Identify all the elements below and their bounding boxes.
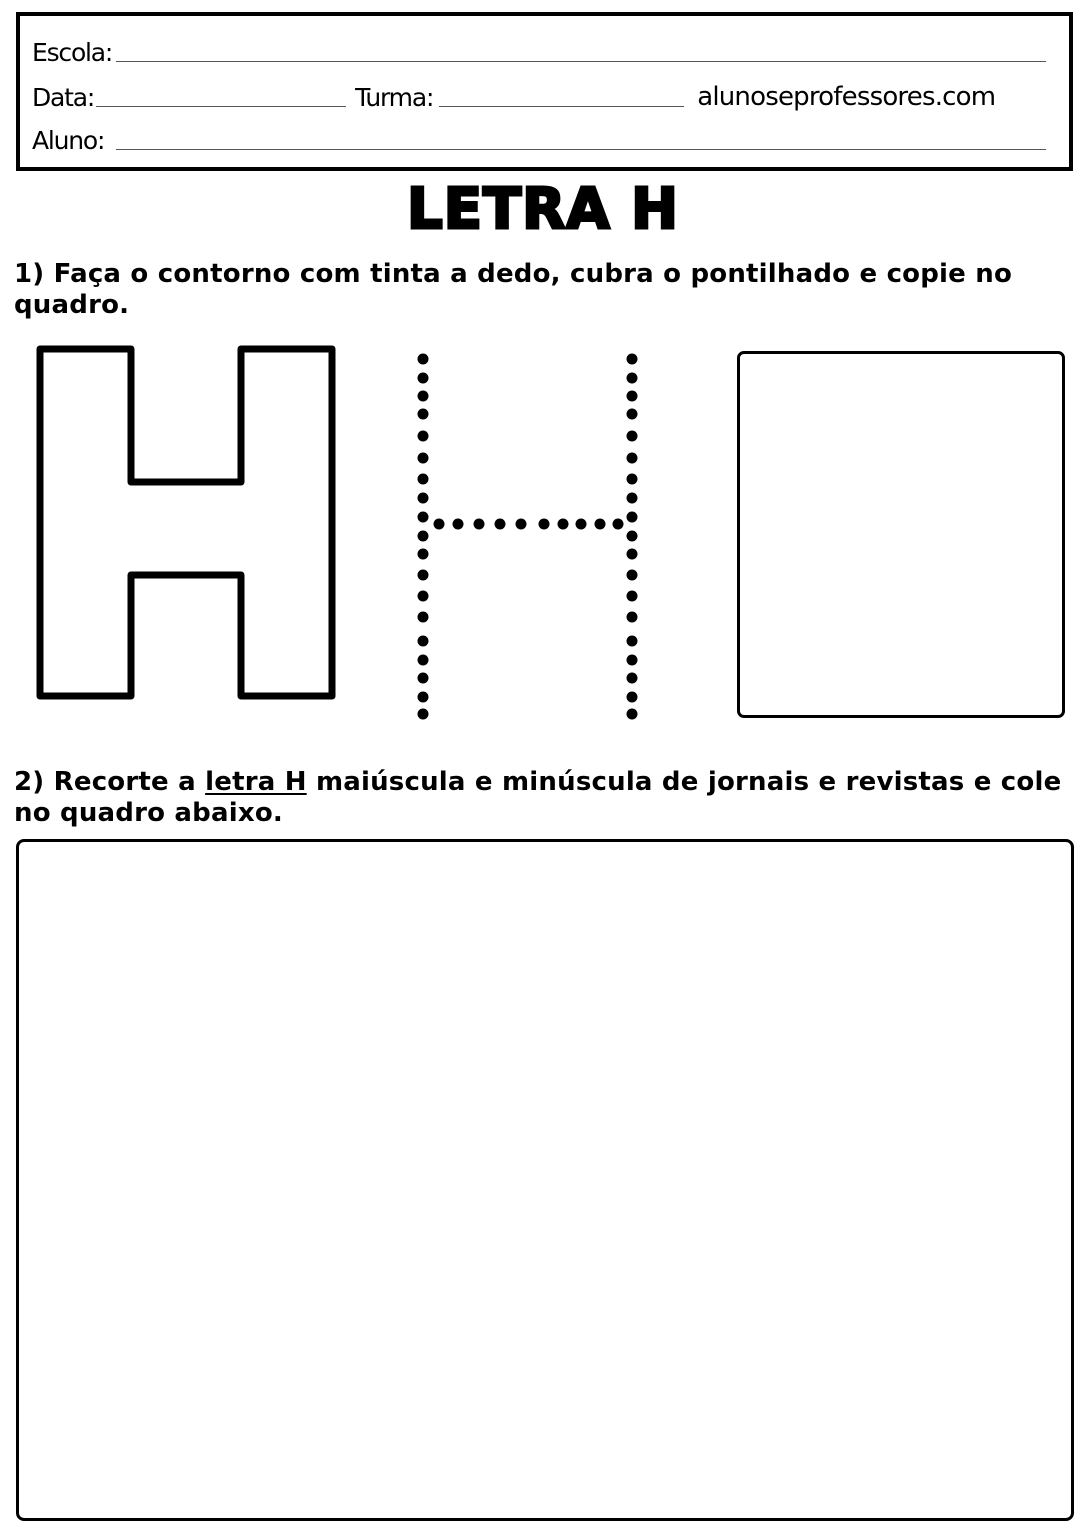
- school-field-row: [32, 40, 1046, 65]
- exercise-1-number: 1): [14, 259, 45, 289]
- class-label: Turma:: [355, 83, 434, 112]
- website-label: alunoseprofessores.com: [697, 82, 996, 112]
- exercise-1-text: Faça o contorno com tinta a dedo, cubra o pontilhado e copie no quadro.: [14, 259, 1013, 320]
- exercise-1-instruction: [14, 259, 1074, 321]
- exercise-2-text-after: maiúscula e minúscula de jornais e revistas e cole no quadro abaixo.: [14, 767, 1062, 828]
- school-label: Escola:: [32, 38, 113, 67]
- date-label: Data:: [32, 83, 95, 112]
- page-title: LETRA H: [407, 177, 679, 242]
- student-label: Aluno:: [32, 126, 105, 155]
- exercise-2-instruction: [14, 767, 1074, 829]
- outline-letter-h: [0, 330, 360, 720]
- exercise-2-number: 2): [14, 767, 45, 797]
- dotted-letter-h: [390, 340, 670, 730]
- student-field-row: [32, 128, 1046, 153]
- student-info-box: [16, 12, 1073, 171]
- class-input-line[interactable]: [439, 106, 684, 107]
- exercise-2-underlined-text: letra H: [205, 767, 307, 797]
- date-input-line[interactable]: [96, 106, 346, 107]
- copy-letter-box[interactable]: [737, 351, 1065, 718]
- student-input-line[interactable]: [116, 149, 1046, 150]
- school-input-line[interactable]: [116, 61, 1046, 62]
- exercise-2-text-before: Recorte a: [53, 767, 196, 797]
- paste-clippings-box[interactable]: [16, 839, 1074, 1521]
- date-class-field-row: [32, 84, 1046, 110]
